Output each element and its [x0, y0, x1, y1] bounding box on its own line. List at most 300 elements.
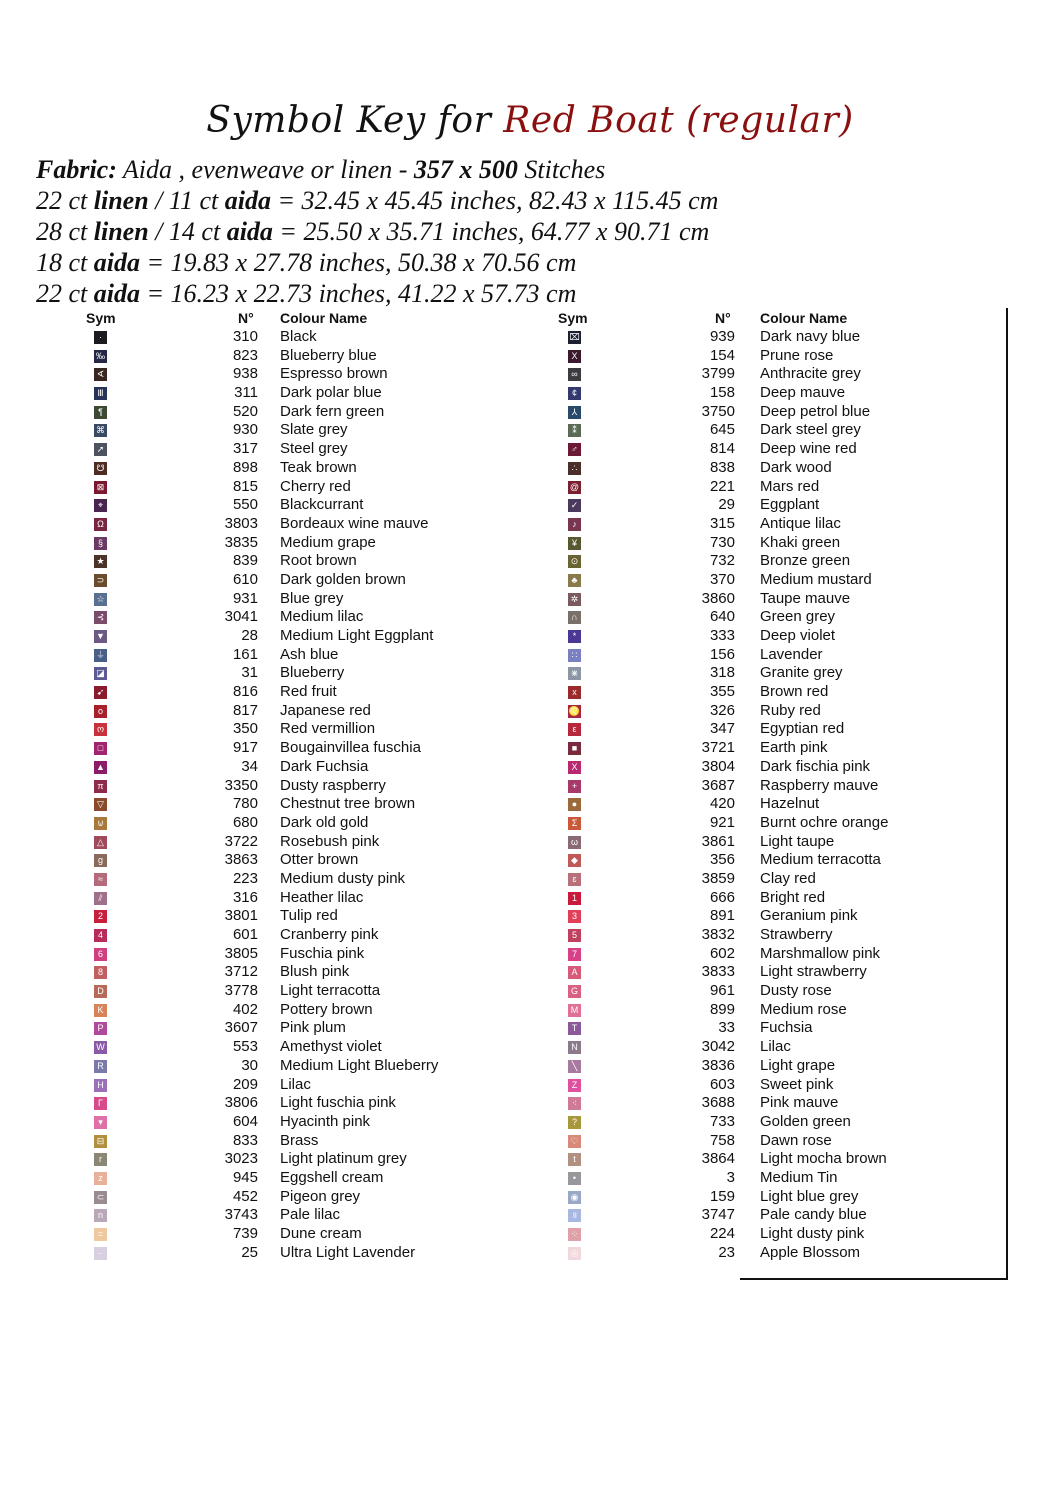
colour-number: 815: [232, 477, 258, 495]
symbol-swatch-icon: ≈: [94, 873, 107, 886]
colour-number: 31: [241, 664, 258, 682]
colour-number: 3833: [701, 963, 735, 981]
colour-name: Green grey: [760, 608, 836, 626]
symbol-swatch-icon: •: [568, 1172, 581, 1185]
colour-name: Dark wood: [760, 458, 832, 476]
size-line: 18 ct aida = 19.83 x 27.78 inches, 50.38 x 70.56 cm: [36, 248, 577, 277]
colour-name: Light terracotta: [280, 982, 381, 1000]
key-row: [558, 459, 998, 478]
colour-name: Blackcurrant: [280, 496, 364, 514]
symbol-swatch-icon: t: [568, 1153, 581, 1166]
colour-number: 3350: [224, 776, 258, 794]
colour-name: Fuchsia: [760, 1019, 813, 1037]
colour-name: Pottery brown: [280, 1000, 373, 1018]
colour-number: 816: [232, 683, 258, 701]
column-headers: [558, 310, 998, 328]
colour-number: 3803: [224, 514, 258, 532]
colour-number: 838: [709, 458, 735, 476]
symbol-swatch-icon: ☆: [94, 593, 107, 606]
symbol-swatch-icon: ··: [94, 1247, 107, 1260]
key-row: [80, 646, 520, 665]
colour-number: 550: [232, 496, 258, 514]
stitches-label: Stitches: [517, 155, 606, 184]
colour-number: 601: [232, 926, 258, 943]
colour-number: 3042: [701, 1038, 735, 1056]
symbol-swatch-icon: 3: [568, 910, 581, 923]
colour-number: 3805: [224, 944, 258, 962]
size-line: 28 ct linen / 14 ct aida = 25.50 x 35.71 inches, 64.77 x 90.71 cm: [36, 217, 710, 246]
colour-number: 917: [232, 739, 258, 757]
key-row: [80, 777, 520, 796]
colour-name: Red fruit: [280, 683, 337, 701]
colour-number: 420: [709, 795, 735, 813]
colour-number: 645: [709, 421, 735, 439]
colour-number: 333: [709, 627, 735, 644]
colour-name: Raspberry mauve: [760, 776, 879, 794]
symbol-swatch-icon: ∴: [568, 462, 581, 475]
symbol-swatch-icon: 6: [94, 948, 107, 961]
colour-number: 326: [709, 701, 735, 719]
colour-number: 3721: [701, 739, 735, 757]
colour-name: Medium Light Eggplant: [280, 627, 434, 644]
symbol-swatch-icon: ◎: [568, 1247, 581, 1260]
colour-number: 316: [232, 888, 258, 906]
colour-number: 310: [232, 328, 258, 345]
colour-name: Khaki green: [760, 533, 841, 551]
symbol-swatch-icon: ♡: [568, 1135, 581, 1148]
colour-name: Dark fischia pink: [760, 757, 871, 775]
colour-name: Burnt ochre orange: [760, 813, 889, 831]
colour-number: 3860: [701, 589, 735, 607]
colour-number: 930: [232, 421, 258, 439]
symbol-key-left-column: [80, 310, 520, 1262]
header-colour-name: Colour Name: [760, 310, 848, 326]
symbol-swatch-icon: ◉: [568, 1191, 581, 1204]
colour-number: 370: [709, 570, 735, 588]
symbol-swatch-icon: P: [94, 1022, 107, 1035]
key-row: [80, 627, 520, 646]
symbol-swatch-icon: 2: [94, 910, 107, 923]
key-row: [558, 403, 998, 422]
colour-number: 452: [232, 1187, 258, 1205]
symbol-swatch-icon: ¥: [568, 537, 581, 550]
symbol-swatch-icon: ⊂: [94, 1191, 107, 1204]
colour-number: 520: [232, 402, 258, 420]
key-row: [80, 1244, 520, 1263]
colour-name: Bordeaux wine mauve: [280, 514, 429, 532]
colour-name: Dark navy blue: [760, 328, 861, 345]
key-row: [80, 478, 520, 497]
colour-name: Earth pink: [760, 739, 828, 757]
key-row: [80, 1206, 520, 1225]
symbol-swatch-icon: ⌘: [96, 425, 105, 436]
colour-name: Light grape: [760, 1056, 836, 1074]
key-row: [80, 926, 520, 945]
symbol-swatch-icon: z: [94, 1172, 107, 1185]
colour-number: 3804: [701, 757, 735, 775]
header-number: N°: [715, 310, 731, 326]
colour-name: Deep wine red: [760, 440, 857, 458]
colour-number: 604: [232, 1112, 258, 1130]
key-row: [80, 945, 520, 964]
symbol-swatch-icon: o: [94, 705, 107, 718]
key-row: [558, 945, 998, 964]
key-row: [558, 1169, 998, 1188]
fabric-label: Fabric:: [36, 155, 117, 184]
symbol-swatch-icon: Σ: [568, 817, 581, 830]
colour-name: Cherry red: [280, 477, 351, 495]
colour-number: 739: [232, 1225, 258, 1242]
symbol-swatch-icon: Z: [568, 1079, 581, 1092]
symbol-swatch-icon: @: [569, 481, 580, 492]
symbol-swatch-icon: ∞: [568, 368, 581, 381]
colour-name: Egyptian red: [760, 720, 845, 738]
colour-name: Deep petrol blue: [760, 402, 871, 420]
symbol-swatch-icon: ◪: [94, 667, 107, 680]
colour-name: Tulip red: [280, 907, 338, 925]
colour-number: 3023: [224, 1150, 258, 1168]
key-row: [80, 870, 520, 889]
symbol-swatch-icon: ⁘: [568, 1228, 581, 1241]
symbol-swatch-icon: ¢: [568, 387, 581, 400]
key-row: [558, 720, 998, 739]
symbol-swatch-icon: 5: [568, 929, 581, 942]
colour-number: 350: [232, 720, 258, 738]
colour-name: Steel grey: [280, 440, 348, 458]
title-prefix: Symbol Key for: [206, 100, 492, 141]
colour-name: Pink plum: [280, 1019, 346, 1037]
colour-name: Medium dusty pink: [280, 869, 406, 887]
colour-name: Amethyst violet: [280, 1038, 382, 1056]
key-row: [80, 1150, 520, 1169]
symbol-swatch-icon: ·: [94, 331, 107, 344]
symbol-swatch-icon: Γ: [94, 1097, 107, 1110]
column-headers: [80, 310, 520, 328]
symbol-swatch-icon: n: [94, 1209, 107, 1222]
symbol-swatch-icon: +: [568, 780, 581, 793]
key-row: [558, 1132, 998, 1151]
symbol-swatch-icon: ?: [568, 1116, 581, 1129]
key-row: [80, 590, 520, 609]
colour-number: 899: [709, 1000, 735, 1018]
key-row: [80, 702, 520, 721]
key-row: [80, 421, 520, 440]
colour-number: 780: [232, 795, 258, 813]
colour-name: Medium grape: [280, 533, 376, 551]
key-row: [558, 478, 998, 497]
colour-number: 603: [709, 1075, 735, 1093]
size-line: 22 ct linen / 11 ct aida = 32.45 x 45.45 inches, 82.43 x 115.45 cm: [36, 186, 719, 215]
key-row: [558, 1001, 998, 1020]
colour-name: Dark polar blue: [280, 384, 382, 402]
key-row: [80, 571, 520, 590]
key-row: [80, 552, 520, 571]
key-row: [558, 1188, 998, 1207]
colour-number: 3688: [701, 1094, 735, 1112]
key-row: [558, 814, 998, 833]
key-row: [558, 328, 998, 347]
colour-name: Geranium pink: [760, 907, 858, 925]
header-sym: Sym: [558, 310, 588, 326]
colour-number: 730: [709, 533, 735, 551]
colour-name: Pale lilac: [280, 1206, 341, 1224]
colour-name: Light mocha brown: [760, 1150, 887, 1168]
colour-name: Dawn rose: [760, 1131, 832, 1149]
key-row: [558, 683, 998, 702]
key-row: [80, 664, 520, 683]
colour-name: Ash blue: [280, 645, 339, 663]
symbol-swatch-icon: ⋇: [568, 667, 581, 680]
key-row: [80, 403, 520, 422]
key-row: [558, 982, 998, 1001]
colour-name: Light strawberry: [760, 963, 867, 981]
symbol-swatch-icon: ⌖: [94, 499, 107, 512]
key-row: [80, 683, 520, 702]
symbol-swatch-icon: ⁑: [568, 424, 581, 437]
colour-number: 34: [241, 757, 258, 775]
colour-number: 318: [709, 664, 735, 682]
colour-name: Bougainvillea fuschia: [280, 739, 421, 757]
colour-number: 758: [709, 1131, 735, 1149]
symbol-swatch-icon: ⊠: [94, 481, 107, 494]
colour-name: Taupe mauve: [760, 589, 851, 607]
key-row: [558, 571, 998, 590]
key-row: [558, 870, 998, 889]
symbol-swatch-icon: 1: [568, 892, 581, 905]
colour-name: Chestnut tree brown: [280, 795, 416, 813]
key-row: [558, 421, 998, 440]
colour-name: Lavender: [760, 645, 823, 663]
symbol-swatch-icon: ∢: [94, 368, 107, 381]
key-row: [80, 1132, 520, 1151]
colour-number: 3832: [701, 926, 735, 943]
colour-name: Golden green: [760, 1112, 851, 1130]
key-row: [558, 739, 998, 758]
colour-number: 3687: [701, 776, 735, 794]
size-line: 22 ct aida = 16.23 x 22.73 inches, 41.22 x 57.73 cm: [36, 279, 577, 308]
symbol-swatch-icon: ▲: [94, 761, 107, 774]
symbol-swatch-icon: ო: [94, 723, 107, 736]
key-row: [558, 1150, 998, 1169]
colour-name: Dark Fuchsia: [280, 757, 369, 775]
key-row: [558, 889, 998, 908]
colour-name: Lilac: [760, 1038, 791, 1056]
key-row: [558, 1244, 998, 1263]
colour-number: 680: [232, 813, 258, 831]
colour-number: 158: [709, 384, 735, 402]
colour-number: 3799: [701, 365, 735, 383]
symbol-swatch-icon: ✓: [568, 499, 581, 512]
colour-number: 355: [709, 683, 735, 701]
fabric-line: [36, 154, 718, 185]
key-row: [80, 1169, 520, 1188]
key-row: [558, 1113, 998, 1132]
colour-name: Red vermillion: [280, 720, 376, 738]
symbol-swatch-icon: ✲: [568, 593, 581, 606]
colour-number: 3750: [701, 402, 735, 420]
colour-number: 356: [709, 851, 735, 869]
colour-name: Espresso brown: [280, 365, 388, 383]
symbol-swatch-icon: R: [94, 1060, 107, 1073]
colour-name: Prune rose: [760, 346, 834, 364]
colour-number: 666: [709, 888, 735, 906]
key-row: [558, 552, 998, 571]
key-row: [80, 1001, 520, 1020]
symbol-swatch-icon: W: [94, 1041, 107, 1054]
colour-name: Dune cream: [280, 1225, 362, 1242]
colour-number: 3778: [224, 982, 258, 1000]
symbol-swatch-icon: ☋: [94, 462, 107, 475]
symbol-swatch-icon: §: [94, 537, 107, 550]
border-right: [1006, 308, 1008, 1280]
colour-number: 938: [232, 365, 258, 383]
key-row: [80, 534, 520, 553]
colour-name: Antique lilac: [760, 514, 841, 532]
key-row: [558, 515, 998, 534]
colour-name: Deep violet: [760, 627, 836, 644]
symbol-swatch-icon: ♪: [568, 518, 581, 531]
colour-name: Eggshell cream: [280, 1168, 384, 1186]
colour-number: 732: [709, 552, 735, 570]
symbol-swatch-icon: π: [94, 780, 107, 793]
colour-number: 161: [232, 645, 258, 663]
colour-number: 839: [232, 552, 258, 570]
symbol-swatch-icon: T: [568, 1022, 581, 1035]
colour-name: Black: [280, 328, 317, 345]
colour-name: Light taupe: [760, 832, 835, 850]
key-row: [80, 1113, 520, 1132]
colour-number: 921: [709, 813, 735, 831]
colour-number: 823: [232, 346, 258, 364]
symbol-swatch-icon: N: [568, 1041, 581, 1054]
key-row: [558, 440, 998, 459]
colour-number: 311: [234, 384, 258, 402]
colour-name: Medium terracotta: [760, 851, 881, 869]
symbol-swatch-icon: D: [94, 985, 107, 998]
colour-number: 733: [709, 1112, 735, 1130]
symbol-swatch-icon: 4: [94, 929, 107, 942]
colour-name: Dark golden brown: [280, 570, 406, 588]
key-row: [558, 702, 998, 721]
symbol-swatch-icon: ⊙: [568, 555, 581, 568]
key-row: [558, 608, 998, 627]
symbol-swatch-icon: 8: [94, 966, 107, 979]
symbol-swatch-icon: X: [568, 761, 581, 774]
symbol-swatch-icon: ∷: [568, 649, 581, 662]
symbol-swatch-icon: ➚: [94, 443, 107, 456]
key-row: [558, 1225, 998, 1244]
colour-number: 156: [709, 645, 735, 663]
title-pattern-name: Red Boat (regular): [503, 100, 854, 141]
colour-name: Root brown: [280, 552, 357, 570]
symbol-swatch-icon: ●: [568, 798, 581, 811]
symbol-swatch-icon: ⫽: [94, 892, 107, 905]
symbol-swatch-icon: ⁖: [568, 1097, 581, 1110]
colour-number: 3859: [701, 869, 735, 887]
colour-name: Pink mauve: [760, 1094, 839, 1112]
colour-name: Light dusty pink: [760, 1225, 865, 1242]
key-row: [558, 795, 998, 814]
colour-name: Strawberry: [760, 926, 833, 943]
key-row: [80, 328, 520, 347]
key-row: [80, 1038, 520, 1057]
key-row: [80, 1019, 520, 1038]
colour-name: Blue grey: [280, 589, 344, 607]
colour-name: Deep mauve: [760, 384, 846, 402]
colour-number: 3607: [224, 1019, 258, 1037]
symbol-swatch-icon: *: [568, 630, 581, 643]
colour-number: 33: [718, 1019, 735, 1037]
symbol-swatch-icon: A: [568, 966, 581, 979]
colour-name: Light blue grey: [760, 1187, 859, 1205]
colour-name: Eggplant: [760, 496, 820, 514]
symbol-swatch-icon: ¶: [94, 406, 107, 419]
symbol-swatch-icon: g: [94, 854, 107, 867]
key-row: [558, 758, 998, 777]
symbol-swatch-icon: Ⅲ: [94, 387, 107, 400]
colour-number: 3743: [224, 1206, 258, 1224]
key-row: [80, 608, 520, 627]
colour-name: Fuschia pink: [280, 944, 365, 962]
colour-number: 898: [232, 458, 258, 476]
colour-name: Apple Blossom: [760, 1243, 861, 1261]
colour-name: Pale candy blue: [760, 1206, 867, 1224]
colour-name: Heather lilac: [280, 888, 364, 906]
fabric-text: Aida , evenweave or linen -: [116, 155, 414, 184]
colour-name: Brass: [280, 1131, 319, 1149]
stitch-count: 357 x 500: [413, 155, 518, 184]
colour-number: 3801: [224, 907, 258, 925]
colour-name: Ruby red: [760, 701, 821, 719]
key-row: [80, 1057, 520, 1076]
colour-number: 23: [718, 1243, 735, 1261]
colour-number: 833: [232, 1131, 258, 1149]
colour-number: 553: [232, 1038, 258, 1056]
key-row: [558, 1019, 998, 1038]
colour-name: Hyacinth pink: [280, 1112, 371, 1130]
symbol-swatch-icon: Ω: [94, 518, 107, 531]
key-row: [558, 777, 998, 796]
symbol-swatch-icon: =: [94, 1228, 107, 1241]
colour-name: Hazelnut: [760, 795, 820, 813]
colour-name: Brown red: [760, 683, 829, 701]
key-row: [558, 1094, 998, 1113]
colour-name: Marshmallow pink: [760, 944, 881, 962]
colour-number: 317: [232, 440, 258, 458]
symbol-swatch-icon: G: [568, 985, 581, 998]
key-row: [558, 1076, 998, 1095]
symbol-swatch-icon: ⏚: [95, 649, 105, 660]
key-row: [80, 758, 520, 777]
colour-name: Dark fern green: [280, 402, 385, 420]
key-row: [80, 515, 520, 534]
symbol-swatch-icon: ω: [568, 836, 581, 849]
colour-number: 931: [232, 589, 258, 607]
colour-name: Blueberry blue: [280, 346, 377, 364]
key-row: [558, 534, 998, 553]
symbol-swatch-icon: □: [94, 742, 107, 755]
colour-number: 961: [709, 982, 735, 1000]
colour-number: 3861: [701, 832, 735, 850]
colour-number: 3864: [701, 1150, 735, 1168]
symbol-swatch-icon: ╲: [568, 1060, 581, 1073]
symbol-swatch-icon: ➹: [94, 686, 107, 699]
colour-name: Rosebush pink: [280, 832, 380, 850]
colour-name: Light platinum grey: [280, 1150, 407, 1168]
symbol-swatch-icon: ♌: [568, 705, 581, 716]
colour-number: 817: [232, 701, 258, 719]
key-row: [558, 664, 998, 683]
